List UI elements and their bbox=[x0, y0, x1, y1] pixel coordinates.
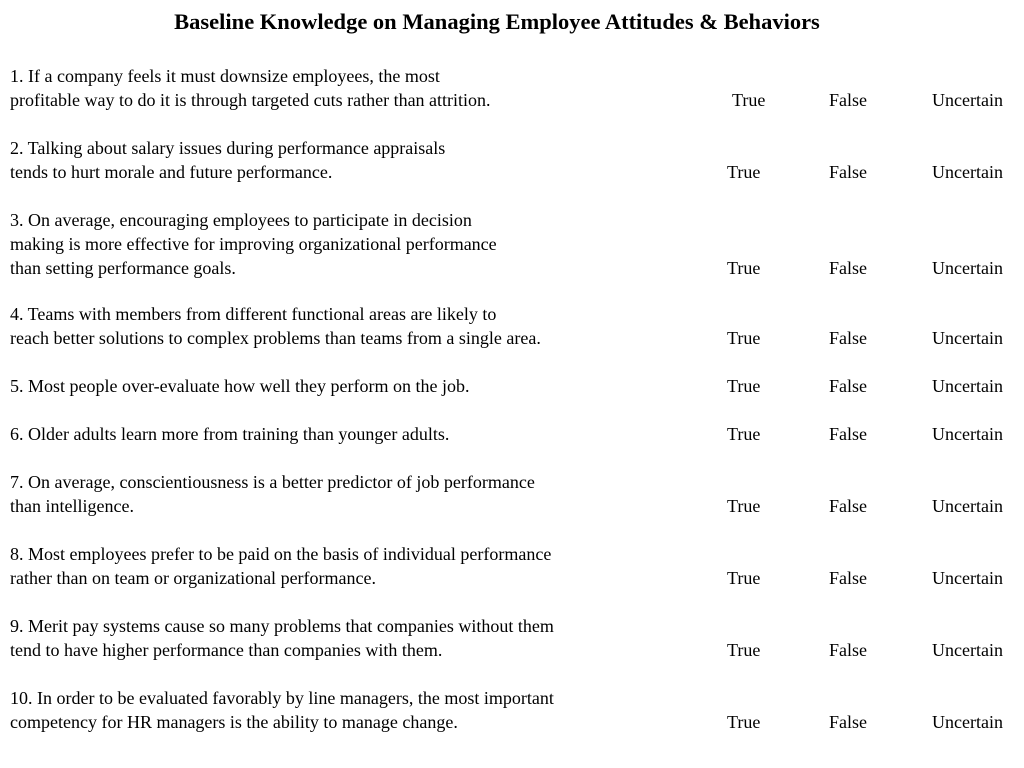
question-line: 10. In order to be evaluated favorably by line managers, the most important bbox=[10, 688, 554, 708]
option-true[interactable]: True bbox=[727, 328, 761, 348]
question-text bbox=[10, 208, 497, 280]
question-item bbox=[10, 686, 1014, 758]
question-line: 6. Older adults learn more from training than younger adults. bbox=[10, 424, 450, 444]
question-line: 9. Merit pay systems cause so many problems that companies without them bbox=[10, 616, 554, 636]
question-line: 3. On average, encouraging employees to participate in decision bbox=[10, 210, 472, 230]
option-false[interactable]: False bbox=[829, 640, 867, 660]
question-text bbox=[10, 614, 554, 662]
question-line: 2. Talking about salary issues during performance appraisals bbox=[10, 138, 446, 158]
question-line: 1. If a company feels it must downsize employees, the most bbox=[10, 66, 440, 86]
option-true[interactable]: True bbox=[727, 568, 761, 588]
option-true[interactable]: True bbox=[727, 496, 761, 516]
question-line: profitable way to do it is through targeted cuts rather than attrition. bbox=[10, 90, 491, 110]
question-text bbox=[10, 374, 470, 398]
option-uncertain[interactable]: Uncertain bbox=[932, 90, 1003, 110]
question-text bbox=[10, 136, 445, 184]
question-text bbox=[10, 64, 491, 112]
question-line: making is more effective for improving organizational performance bbox=[10, 234, 497, 254]
question-line: 7. On average, conscientiousness is a better predictor of job performance bbox=[10, 472, 535, 492]
option-uncertain[interactable]: Uncertain bbox=[932, 496, 1003, 516]
option-false[interactable]: False bbox=[829, 162, 867, 182]
option-false[interactable]: False bbox=[829, 568, 867, 588]
question-text bbox=[10, 542, 551, 590]
option-uncertain[interactable]: Uncertain bbox=[932, 424, 1003, 444]
option-false[interactable]: False bbox=[829, 712, 867, 732]
question-item bbox=[10, 136, 1014, 208]
option-false[interactable]: False bbox=[829, 496, 867, 516]
option-true[interactable]: True bbox=[727, 376, 761, 396]
question-line: competency for HR managers is the ability to manage change. bbox=[10, 712, 458, 732]
question-text bbox=[10, 422, 449, 446]
question-line: than intelligence. bbox=[10, 496, 134, 516]
question-line: 8. Most employees prefer to be paid on the basis of individual performance bbox=[10, 544, 552, 564]
question-text bbox=[10, 470, 535, 518]
question-item bbox=[10, 542, 1014, 614]
option-uncertain[interactable]: Uncertain bbox=[932, 162, 1003, 182]
question-line: 5. Most people over-evaluate how well they perform on the job. bbox=[10, 376, 470, 396]
option-uncertain[interactable]: Uncertain bbox=[932, 568, 1003, 588]
option-false[interactable]: False bbox=[829, 328, 867, 348]
option-true[interactable]: True bbox=[732, 90, 766, 110]
question-item bbox=[10, 470, 1014, 542]
question-text bbox=[10, 686, 554, 734]
option-false[interactable]: False bbox=[829, 376, 867, 396]
question-item bbox=[10, 208, 1014, 280]
option-true[interactable]: True bbox=[727, 162, 761, 182]
option-uncertain[interactable]: Uncertain bbox=[932, 640, 1003, 660]
option-true[interactable]: True bbox=[727, 712, 761, 732]
option-false[interactable]: False bbox=[829, 424, 867, 444]
option-uncertain[interactable]: Uncertain bbox=[932, 328, 1003, 348]
question-line: reach better solutions to complex problems than teams from a single area. bbox=[10, 328, 541, 348]
option-true[interactable]: True bbox=[727, 640, 761, 660]
question-line: 4. Teams with members from different functional areas are likely to bbox=[10, 304, 497, 324]
page-title: Baseline Knowledge on Managing Employee Attitudes & Behaviors bbox=[174, 9, 820, 34]
question-item bbox=[10, 302, 1014, 374]
question-item bbox=[10, 614, 1014, 686]
question-line: tends to hurt morale and future performance. bbox=[10, 162, 333, 182]
question-text bbox=[10, 302, 541, 350]
option-uncertain[interactable]: Uncertain bbox=[932, 376, 1003, 396]
option-true[interactable]: True bbox=[727, 424, 761, 444]
option-false[interactable]: False bbox=[829, 90, 867, 110]
option-false[interactable]: False bbox=[829, 258, 867, 278]
option-uncertain[interactable]: Uncertain bbox=[932, 712, 1003, 732]
option-uncertain[interactable]: Uncertain bbox=[932, 258, 1003, 278]
question-line: rather than on team or organizational performance. bbox=[10, 568, 377, 588]
question-line: tend to have higher performance than companies with them. bbox=[10, 640, 443, 660]
question-item bbox=[10, 64, 1014, 136]
option-true[interactable]: True bbox=[727, 258, 761, 278]
question-line: than setting performance goals. bbox=[10, 258, 236, 278]
